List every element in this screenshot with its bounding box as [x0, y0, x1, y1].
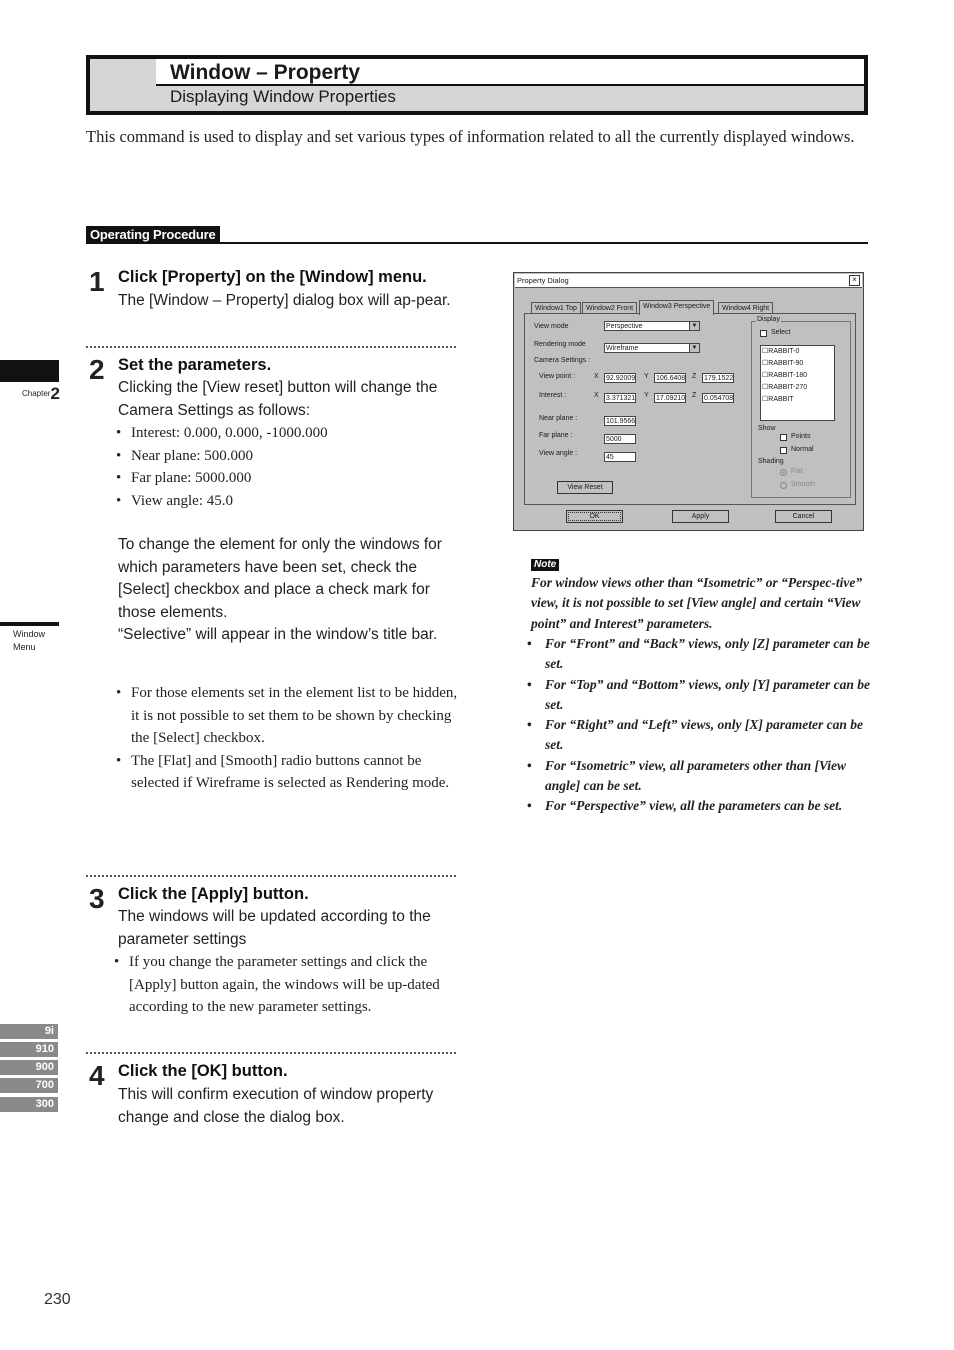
step-divider — [86, 1052, 456, 1054]
model-badge: 9i — [0, 1024, 58, 1039]
property-dialog — [513, 272, 864, 531]
step-title: Set the parameters. — [118, 356, 272, 374]
view-mode-select[interactable] — [604, 321, 700, 331]
view-angle-label: View angle : — [539, 450, 578, 457]
select-checkbox[interactable] — [760, 330, 767, 337]
chevron-down-icon: ▼ — [689, 322, 699, 330]
select-label: Select — [771, 329, 791, 336]
step-body: Clicking the [View reset] button will change the Camera Settings as follows: — [118, 379, 438, 419]
tab-window3[interactable]: Window3 Perspective — [639, 300, 714, 315]
note-tag: Note — [531, 559, 559, 571]
rendering-mode-label: Rendering mode — [534, 341, 586, 348]
interest-z-input[interactable]: 0.054708 — [704, 395, 734, 402]
tab-window2[interactable]: Window2 Front — [582, 302, 637, 314]
section-indicator — [13, 628, 45, 654]
list-item[interactable]: ☐RABBIT-180 — [762, 372, 808, 379]
list-item[interactable]: ☐RABBIT-270 — [762, 384, 808, 391]
section-label-line1: Window — [13, 629, 46, 639]
tab-window4[interactable]: Window4 Right — [718, 302, 773, 314]
interest-x-input[interactable]: 3.371321 — [606, 395, 636, 402]
step-body: This will confirm execution of window property change and close the dialog box. — [118, 1086, 434, 1126]
step-body: “Selective” will appear in the window’s title bar. — [118, 626, 438, 643]
view-mode-label: View mode — [534, 323, 569, 330]
chapter-indicator — [22, 384, 60, 404]
dialog-titlebar — [515, 274, 862, 288]
smooth-label: Smooth — [791, 481, 816, 488]
ok-button[interactable]: OK — [566, 510, 623, 523]
view-point-x-input[interactable]: 92.92009 — [606, 375, 636, 382]
step-body: The windows will be updated according to the parameter settings — [118, 908, 431, 948]
section-header — [86, 55, 868, 115]
view-mode-value: Perspective — [606, 323, 643, 330]
interest-y-input[interactable]: 17.09210 — [656, 395, 686, 402]
step-number: 3 — [89, 883, 105, 914]
camera-settings-label: Camera Settings : — [534, 357, 591, 364]
far-plane-input[interactable]: 5000 — [604, 434, 636, 444]
bullet-item: • If you change the parameter settings and click the [Apply] button again, the windows will be up-dated according to the new parameter settings. — [114, 951, 456, 1019]
shading-label: Shading — [758, 458, 784, 465]
note-item: • For “Front” and “Back” views, only [Z] parameter can be set. — [527, 634, 872, 675]
near-plane-input[interactable]: 101.9566 — [606, 418, 636, 425]
far-plane-label: Far plane : — [539, 432, 573, 439]
points-checkbox[interactable] — [780, 434, 787, 441]
rendering-mode-select[interactable] — [604, 343, 700, 353]
list-item[interactable]: ☐RABBIT — [762, 396, 794, 403]
view-point-label: View point : — [539, 373, 576, 380]
smooth-radio[interactable] — [780, 482, 787, 489]
step-title: Click the [Apply] button. — [118, 885, 309, 903]
section-tab-bar — [0, 622, 59, 626]
page-title: Window – Property — [156, 59, 864, 85]
y-label: Y — [644, 392, 649, 399]
model-badge: 300 — [0, 1097, 58, 1112]
close-icon[interactable]: × — [849, 275, 860, 286]
view-reset-button[interactable]: View Reset — [557, 481, 613, 494]
step-bullets — [116, 682, 458, 795]
header-gray-block — [90, 59, 156, 111]
model-badge: 700 — [0, 1078, 58, 1093]
model-badge: 910 — [0, 1042, 58, 1057]
intro-paragraph: This command is used to display and set various types of information related to all the currently displayed windows. — [86, 127, 855, 146]
bullet-item: • The [Flat] and [Smooth] radio buttons cannot be selected if Wireframe is selected as Rendering mode. — [116, 750, 458, 795]
y-label: Y — [644, 373, 649, 380]
step-body: To change the element for only the windows for which parameters have been set, check the [Select] checkbox and place a check mark for those elements. — [118, 536, 442, 621]
chapter-number: 2 — [50, 384, 60, 403]
bullet-item: • Interest: 0.000, 0.000, -1000.000 — [116, 422, 458, 445]
flat-radio[interactable] — [780, 469, 787, 476]
rendering-mode-value: Wireframe — [606, 345, 639, 352]
step-body: The [Window – Property] dialog box will ap-pear. — [118, 292, 451, 309]
dialog-title: Property Dialog — [517, 276, 569, 285]
page-number: 230 — [44, 1291, 71, 1308]
bullet-item: • Near plane: 500.000 — [116, 445, 458, 468]
step-title: Click the [OK] button. — [118, 1062, 288, 1080]
view-point-y-input[interactable]: 106.6408 — [656, 375, 686, 382]
apply-button[interactable]: Apply — [672, 510, 729, 523]
note-item: • For “Perspective” view, all the parameters can be set. — [527, 796, 872, 816]
normal-checkbox[interactable] — [780, 447, 787, 454]
step-divider — [86, 875, 456, 877]
tab-window1[interactable]: Window1 Top — [531, 302, 581, 314]
list-item[interactable]: ☐RABBIT-0 — [762, 348, 800, 355]
z-label: Z — [692, 373, 697, 380]
display-label: Display — [757, 316, 780, 323]
step-number: 1 — [89, 266, 105, 297]
operating-procedure-tag: Operating Procedure — [86, 226, 220, 243]
note-text: For window views other than “Isometric” or “Perspec-tive” view, it is not possible to set [View angle] and certain “View point” and Interest” parameters. — [531, 575, 863, 631]
flat-label: Flat — [791, 468, 803, 475]
model-badge: 900 — [0, 1060, 58, 1075]
note-item: • For “Right” and “Left” views, only [X] parameter can be set. — [527, 715, 872, 756]
chevron-down-icon: ▼ — [689, 344, 699, 352]
note-item: • For “Top” and “Bottom” views, only [Y] parameter can be set. — [527, 675, 872, 716]
step-bullets — [116, 422, 458, 512]
note-item: • For “Isometric” view, all parameters other than [View angle] can be set. — [527, 756, 872, 797]
step-title: Click [Property] on the [Window] menu. — [118, 268, 427, 286]
z-label: Z — [692, 392, 697, 399]
step-number: 4 — [89, 1060, 105, 1091]
points-label: Points — [791, 433, 811, 440]
step-number: 2 — [89, 354, 105, 385]
view-angle-input[interactable]: 45 — [604, 452, 636, 462]
note-list — [527, 634, 872, 817]
chapter-label: Chapter — [22, 389, 51, 398]
bullet-item: • View angle: 45.0 — [116, 490, 458, 513]
chapter-tab-bar — [0, 360, 59, 382]
bullet-item: • For those elements set in the element list to be hidden, it is not possible to set them to be shown by checking the [Select] checkbox. — [116, 682, 458, 750]
list-item[interactable]: ☐RABBIT-90 — [762, 360, 804, 367]
section-label-line2: Menu — [13, 642, 36, 652]
bullet-item: • Far plane: 5000.000 — [116, 467, 458, 490]
cancel-button[interactable]: Cancel — [775, 510, 832, 523]
page-subtitle: Displaying Window Properties — [156, 86, 864, 111]
step-divider — [86, 346, 456, 348]
x-label: X — [594, 392, 599, 399]
x-label: X — [594, 373, 599, 380]
element-list[interactable] — [760, 345, 835, 421]
interest-label: Interest : — [539, 392, 567, 399]
step-bullets — [114, 951, 456, 1019]
normal-label: Normal — [791, 446, 814, 453]
near-plane-label: Near plane : — [539, 415, 578, 422]
show-label: Show — [758, 425, 776, 432]
view-point-z-input[interactable]: 179.1522 — [704, 375, 734, 382]
